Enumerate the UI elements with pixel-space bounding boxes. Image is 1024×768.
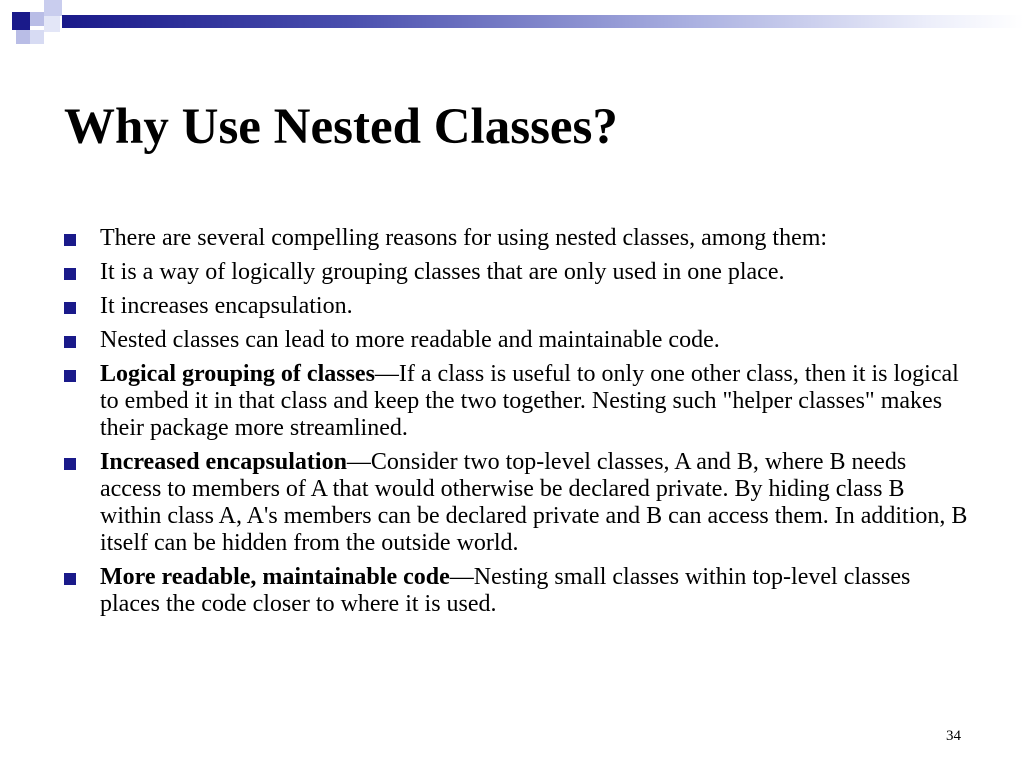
- bullet-text: [100, 361, 969, 442]
- square-bullet-icon: [64, 302, 76, 314]
- bullet-item: [64, 225, 969, 252]
- bullet-body: —If a class is useful to only one other class, then it is logical to embed it in that class and keep the two together. Nesting such "helper classes" makes their package more streamlined.: [100, 361, 959, 441]
- corner-decoration-square: [16, 30, 30, 44]
- square-bullet-icon: [64, 370, 76, 382]
- page-number: 34: [946, 728, 961, 744]
- corner-decoration-square: [44, 16, 60, 32]
- bullet-bold-lead: More readable, maintainable code: [100, 564, 450, 590]
- square-bullet-icon: [64, 234, 76, 246]
- corner-decoration-square: [30, 30, 44, 44]
- bullet-bold-lead: Logical grouping of classes: [100, 361, 375, 387]
- square-bullet-icon: [64, 573, 76, 585]
- slide-title: Why Use Nested Classes?: [64, 99, 618, 156]
- bullet-bold-lead: Increased encapsulation: [100, 449, 347, 475]
- bullet-item: [64, 259, 969, 286]
- square-bullet-icon: [64, 268, 76, 280]
- bullet-item: [64, 449, 969, 557]
- square-bullet-icon: [64, 458, 76, 470]
- bullet-item: [64, 327, 969, 354]
- bullet-item: [64, 293, 969, 320]
- bullet-body: It increases encapsulation.: [100, 293, 353, 319]
- bullet-text: [100, 327, 969, 354]
- bullet-body: There are several compelling reasons for using nested classes, among them:: [100, 225, 828, 251]
- bullet-list: [64, 225, 969, 625]
- bullet-body: It is a way of logically grouping classes that are only used in one place.: [100, 259, 785, 285]
- bullet-text: [100, 564, 969, 618]
- bullet-body: —Nesting small classes within top-level classes places the code closer to where it is used.: [100, 564, 911, 617]
- bullet-item: [64, 361, 969, 442]
- bullet-body: —Consider two top-level classes, A and B, where B needs access to members of A that would otherwise be declared private. By hiding class B within class A, A's members can be declared private and B can access them. In addition, B itself can be hidden from the outside world.: [100, 449, 968, 556]
- corner-decoration-square: [12, 12, 30, 30]
- bullet-body: Nested classes can lead to more readable and maintainable code.: [100, 327, 720, 353]
- bullet-text: [100, 449, 969, 557]
- bullet-text: [100, 293, 969, 320]
- corner-decoration-square: [30, 12, 44, 26]
- bullet-item: [64, 564, 969, 618]
- header-gradient-bar: [62, 15, 1024, 28]
- square-bullet-icon: [64, 336, 76, 348]
- bullet-text: [100, 225, 969, 252]
- corner-decoration-square: [44, 0, 62, 16]
- bullet-text: [100, 259, 969, 286]
